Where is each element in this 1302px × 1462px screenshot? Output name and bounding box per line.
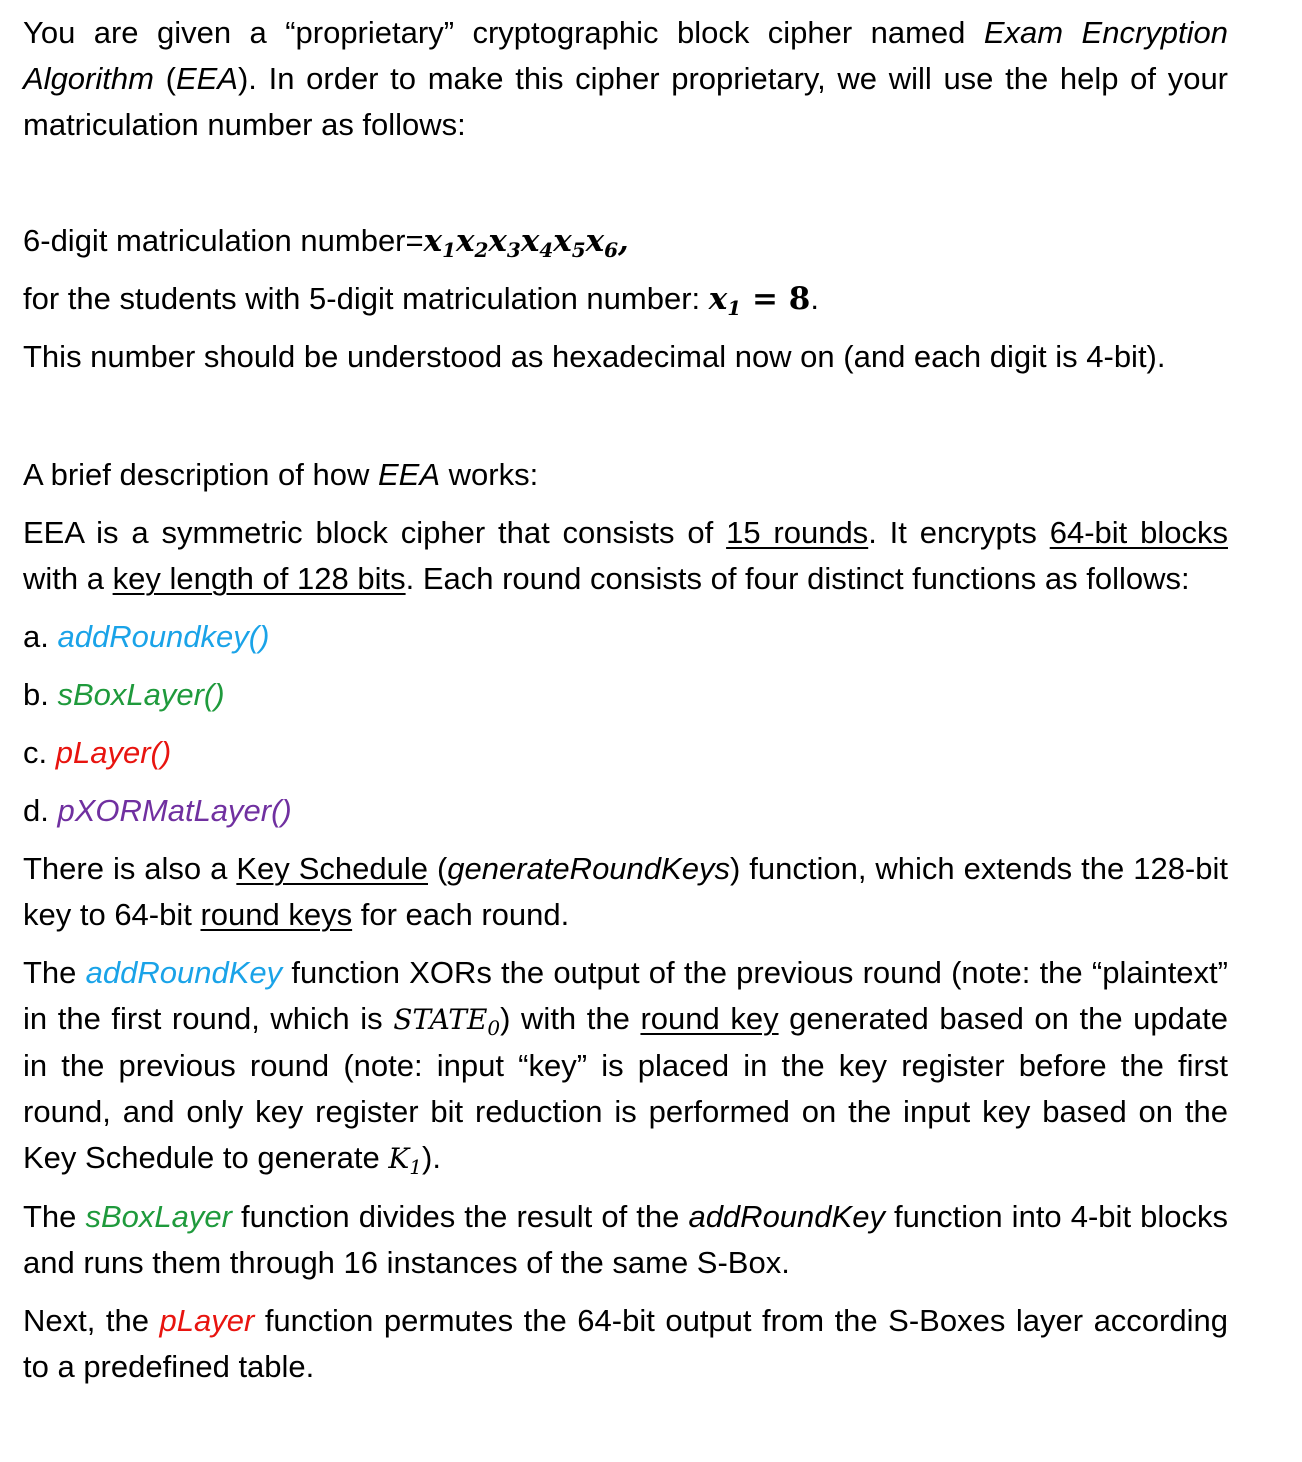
function-item-d: d. pXORMatLayer() bbox=[23, 793, 292, 828]
k1-math: $K_1$ bbox=[388, 1142, 423, 1179]
blocks-underlined: 64-bit blocks bbox=[1049, 515, 1228, 550]
player-paragraph: Next, the pLayer function permutes the 64-bit output from the S-Boxes layer according to a predefined table. bbox=[23, 1303, 1228, 1384]
cipher-name: Exam Encryption Algorithm bbox=[23, 15, 1228, 96]
hex-note: This number should be understood as hexadecimal now on (and each digit is 4-bit). bbox=[23, 339, 1166, 374]
cipher-abbr: EEA bbox=[175, 61, 238, 96]
sbox-paragraph: The sBoxLayer function divides the result of the addRoundKey function into 4-bit blocks and runs them through 16 instances of the same S-Box. bbox=[23, 1199, 1228, 1280]
intro-text-3: ). In order to make this cipher proprietary, we will use the help of your matriculation number as follows: bbox=[23, 61, 1229, 142]
intro-paragraph bbox=[23, 10, 1228, 148]
fn-addroundkey: addRoundkey() bbox=[57, 619, 270, 654]
fn-sboxlayer: sBoxLayer() bbox=[57, 677, 225, 712]
function-item-a: a. addRoundkey() bbox=[23, 619, 270, 654]
round-key-underlined: round key bbox=[640, 1001, 779, 1036]
rounds-underlined: 15 rounds bbox=[726, 515, 869, 550]
intro-text: You are given a “proprietary” cryptographic block cipher named bbox=[23, 15, 984, 50]
addroundkey-paragraph: The addRoundKey function XORs the output of the previous round (note: the “plaintext” in the first round, which is $STATE_0$) with the round key generated based on the update in the previous round (note: input “key” is placed in the key register before the first round, and only key register bit reduction is performed on the input key based on the Key Schedule to generate $K_1$). bbox=[23, 955, 1229, 1179]
fn-pxormatlayer: pXORMatLayer() bbox=[57, 793, 292, 828]
matric-formula: $x_1x_2x_3x_4x_5x_6$, bbox=[423, 223, 629, 262]
matric-label: 6-digit matriculation number= bbox=[23, 223, 424, 258]
document-page bbox=[23, 10, 1228, 1390]
matric-line bbox=[23, 218, 1228, 264]
key-length-underlined: key length of 128 bits bbox=[112, 561, 406, 596]
matric-note-eq: = 8 bbox=[741, 281, 811, 317]
matric-note-math: $x_1$ bbox=[708, 281, 742, 320]
function-item-c: c. pLayer() bbox=[23, 735, 172, 770]
state0-math: $STATE_0$ bbox=[393, 1003, 501, 1040]
round-keys-underlined: round keys bbox=[200, 897, 353, 932]
intro-text-2: ( bbox=[153, 61, 176, 96]
fn-player: pLayer() bbox=[55, 735, 172, 770]
description-paragraph: EEA is a symmetric block cipher that consists of 15 rounds. It encrypts 64-bit blocks with a key length of 128 bits. Each round consists of four distinct functions as follows: bbox=[23, 515, 1228, 596]
matric-note-text: for the students with 5-digit matriculation number: bbox=[23, 281, 709, 316]
key-schedule-paragraph: There is also a Key Schedule (generateRoundKeys) function, which extends the 128-bit key to 64-bit round keys for each round. bbox=[23, 851, 1228, 932]
key-schedule-underlined: Key Schedule bbox=[236, 851, 428, 886]
matric-note: for the students with 5-digit matriculation number: $x_1 = 8$. bbox=[23, 281, 819, 320]
description-heading: A brief description of how EEA works: bbox=[23, 457, 539, 492]
function-item-b: b. sBoxLayer() bbox=[23, 677, 225, 712]
